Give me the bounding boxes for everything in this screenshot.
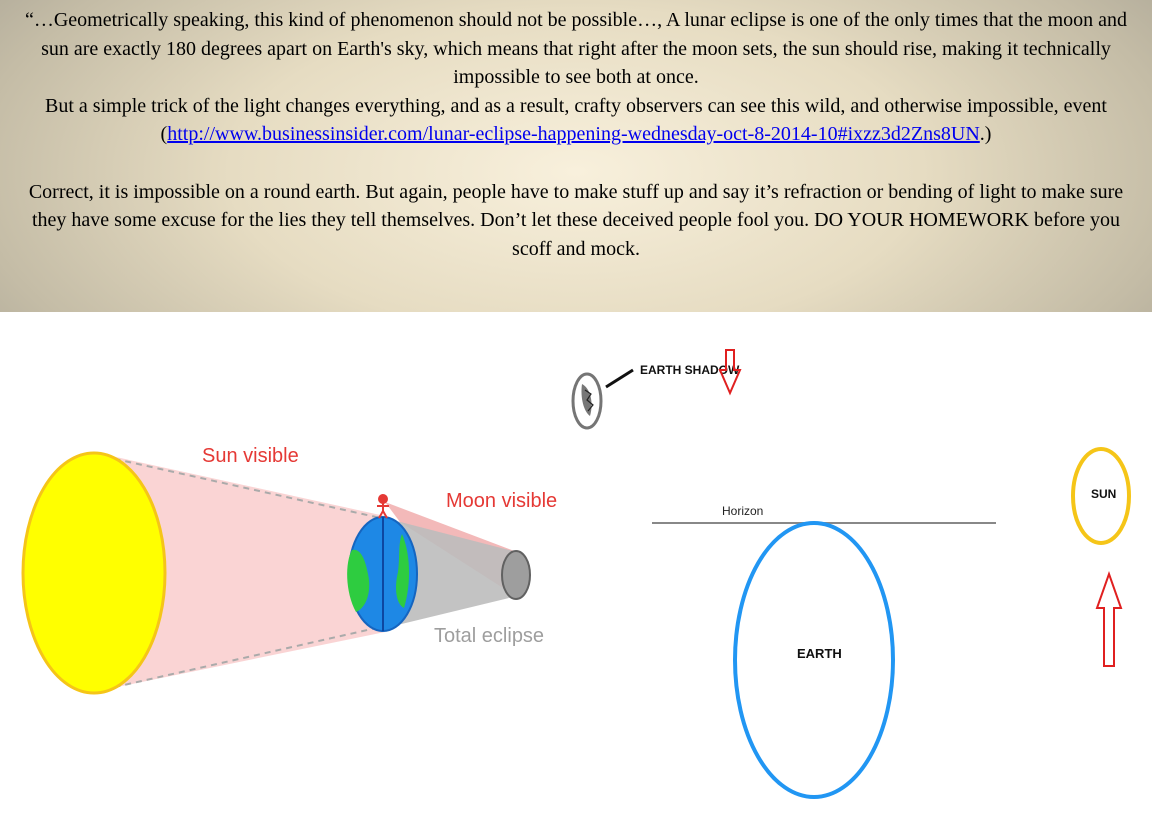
paragraph-gap	[10, 149, 1142, 178]
quote-paragraph-2-text: But a simple trick of the light changes everything, and as a result, crafty observers can see this wild, and otherwise impossible, event (	[45, 94, 1107, 146]
up-arrow-icon	[1097, 574, 1121, 666]
quote-panel	[0, 0, 1152, 312]
horizon-label: Horizon	[722, 504, 764, 518]
quote-paragraph-2-end: .)	[979, 123, 992, 146]
sun-visible-label: Sun visible	[202, 445, 299, 467]
sun-circle	[23, 453, 165, 693]
earth-shadow-label: EARTH SHADOW	[640, 363, 740, 377]
sun-label: SUN	[1091, 487, 1117, 501]
source-link[interactable]: http://www.businessinsider.com/lunar-eclipse-happening-wednesday-oct-8-2014-10#ixzz3d2Zns8UN	[167, 123, 980, 146]
eclipsed-moon-icon	[573, 374, 601, 428]
moon-visible-label: Moon visible	[446, 490, 558, 512]
horizon-diagram	[560, 312, 1152, 816]
comment-paragraph: Correct, it is impossible on a round earth. But again, people have to make stuff up and say it’s refraction or bending of light to make sure they have some excuse for the lies they tell themselves. Don’t let these deceived people fool you. DO YOUR HOMEWORK before you scoff and mock.	[28, 180, 1124, 260]
earth-shadow-pointer	[606, 370, 633, 387]
earth-label: EARTH	[797, 646, 842, 661]
total-eclipse-label: Total eclipse	[434, 625, 545, 647]
earth-globe	[347, 517, 417, 631]
moon-circle	[502, 551, 530, 599]
observer-figure	[377, 495, 389, 518]
quote-paragraph-2	[10, 92, 1142, 149]
quote-text-block	[10, 6, 1142, 263]
quote-paragraph-1: “…Geometrically speaking, this kind of phenomenon should not be possible…, A lunar eclipse is one of the only times that the moon and sun are exactly 180 degrees apart on Earth's sky, which means that right after the moon sets, the sun should rise, making it technically impossible to see both at once.	[24, 9, 1128, 89]
eclipse-diagram	[0, 312, 560, 816]
